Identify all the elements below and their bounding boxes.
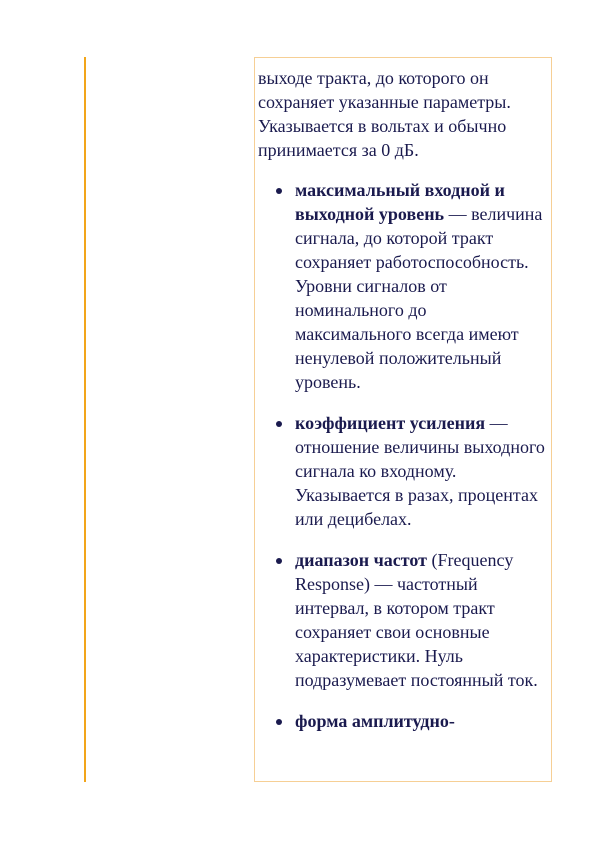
- intro-paragraph: выходе тракта, до которого он сохраняет указанные параметры. Указывается в вольтах и обычно принимается за 0 дБ.: [258, 68, 511, 160]
- left-accent-rule: [84, 57, 86, 782]
- list-item: [258, 709, 545, 733]
- list-item: [258, 178, 545, 394]
- item-term: диапазон частот: [295, 550, 427, 570]
- item-description: — величина сигнала, до которой тракт сохраняет работоспособность. Уровни сигналов от номинального до максимального всегда имеют ненулевой положительный уровень.: [295, 204, 543, 392]
- bullet-icon: [276, 188, 282, 194]
- content-frame: [254, 57, 552, 782]
- list-item: [258, 411, 545, 531]
- item-description: — отношение величины выходного сигнала ко входному. Указывается в разах, процентах или децибелах.: [295, 413, 545, 529]
- item-term: максимальный входной и выходной уровень: [295, 180, 505, 224]
- bullet-icon: [276, 719, 282, 725]
- item-term: форма амплитудно-: [295, 711, 455, 731]
- bullet-icon: [276, 421, 282, 427]
- list-item: [258, 548, 545, 692]
- bullet-icon: [276, 558, 282, 564]
- parameter-list: [258, 178, 545, 733]
- item-term: коэффициент усиления: [295, 413, 486, 433]
- item-description: (Frequency Response) — частотный интервал, в котором тракт сохраняет свои основные характеристики. Нуль подразумевает постоянный ток.: [295, 550, 538, 690]
